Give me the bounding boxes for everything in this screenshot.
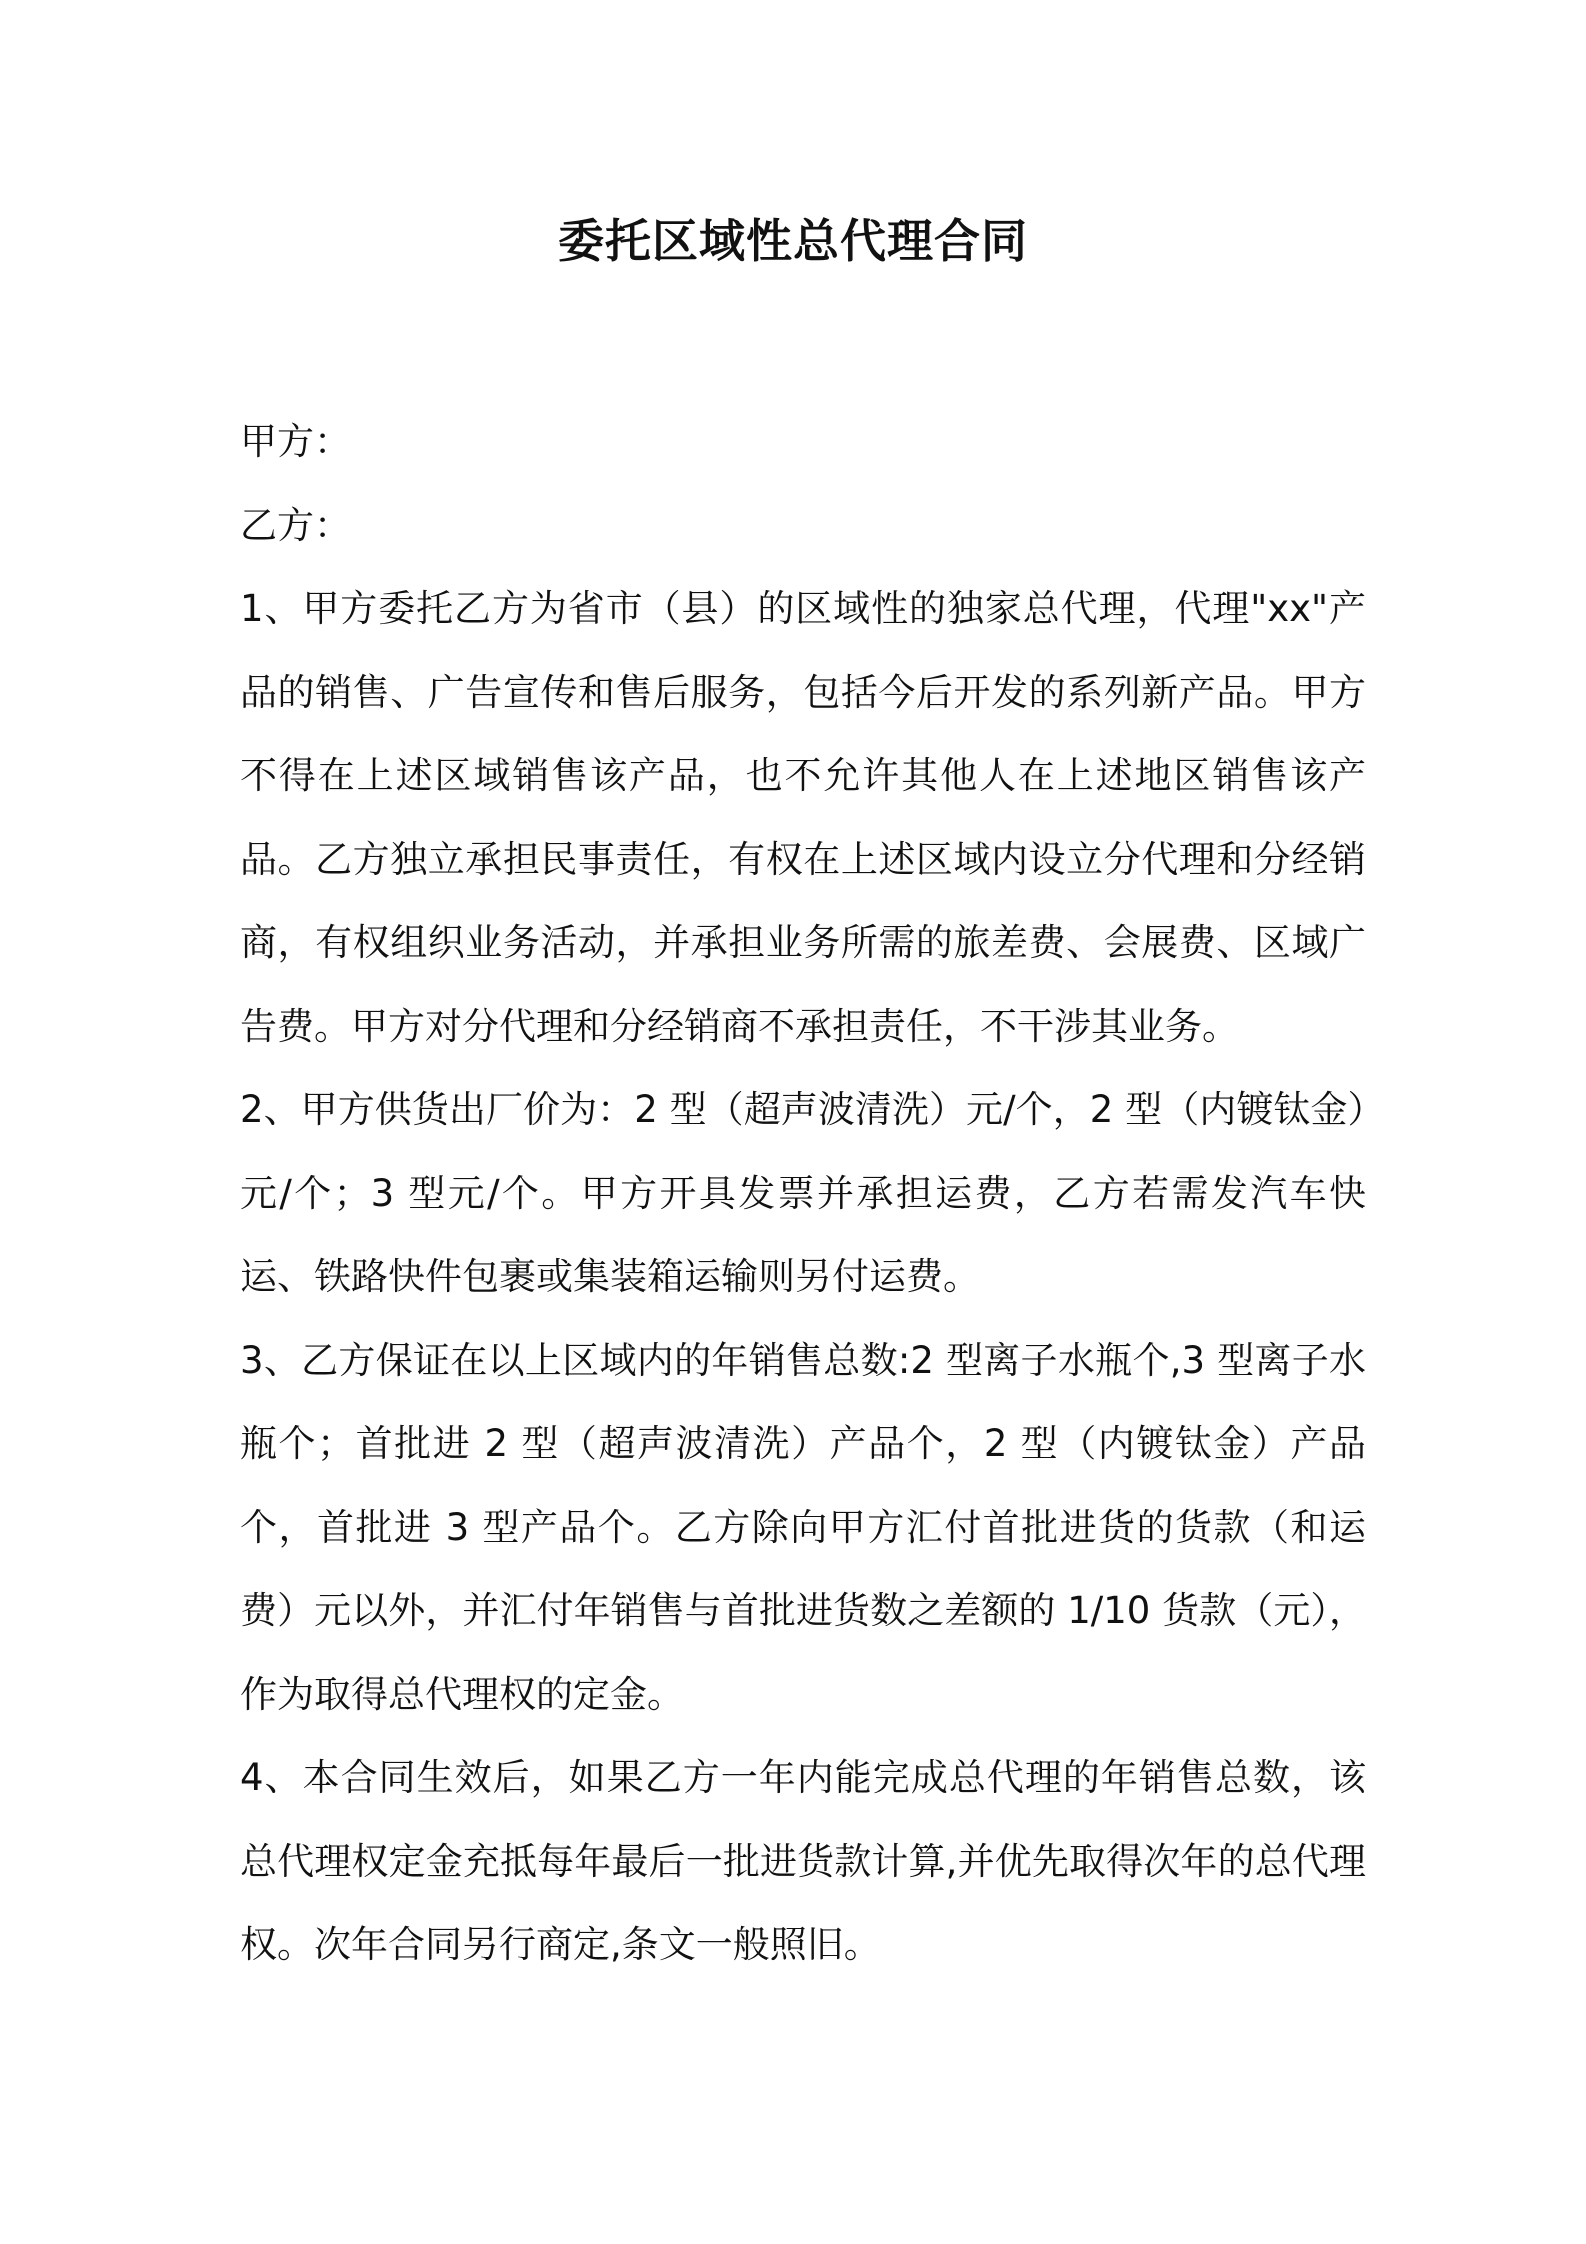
document-title: 委托区域性总代理合同 bbox=[558, 214, 1028, 268]
clause-4: 4、本合同生效后，如果乙方一年内能完成总代理的年销售总数，该总代理权定金充抵每年最后一批进货款计算,并优先取得次年的总代理权。次年合同另行商定,条文一般照旧。 bbox=[240, 1756, 1366, 1966]
document-body bbox=[240, 400, 1366, 1987]
clause-2: 2、甲方供货出厂价为：2 型（超声波清洗）元/个，2 型（内镀钛金）元/个；3 型元/个。甲方开具发票并承担运费，乙方若需发汽车快运、铁路快件包裹或集装箱运输则另付运费。 bbox=[240, 1088, 1366, 1298]
clause-1: 1、甲方委托乙方为省市（县）的区域性的独家总代理，代理"xx"产品的销售、广告宣传和售后服务，包括今后开发的系列新产品。甲方不得在上述区域销售该产品，也不允许其他人在上述地区销售该产品。乙方独立承担民事责任，有权在上述区域内设立分代理和分经销商，有权组织业务活动，并承担业务所需的旅差费、会展费、区域广告费。甲方对分代理和分经销商不承担责任，不干涉其业务。 bbox=[240, 587, 1366, 1048]
party-a-line: 甲方： bbox=[240, 420, 351, 463]
clause-3: 3、乙方保证在以上区域内的年销售总数:2 型离子水瓶个,3 型离子水瓶个；首批进 2 型（超声波清洗）产品个，2 型（内镀钛金）产品个，首批进 3 型产品个。乙方除向甲方汇付首批进货的货款（和运费）元以外，并汇付年销售与首批进货数之差额的 1/10 货款（元），作为取得总代理权的定金。 bbox=[240, 1338, 1366, 1716]
party-b-line: 乙方： bbox=[240, 503, 351, 547]
